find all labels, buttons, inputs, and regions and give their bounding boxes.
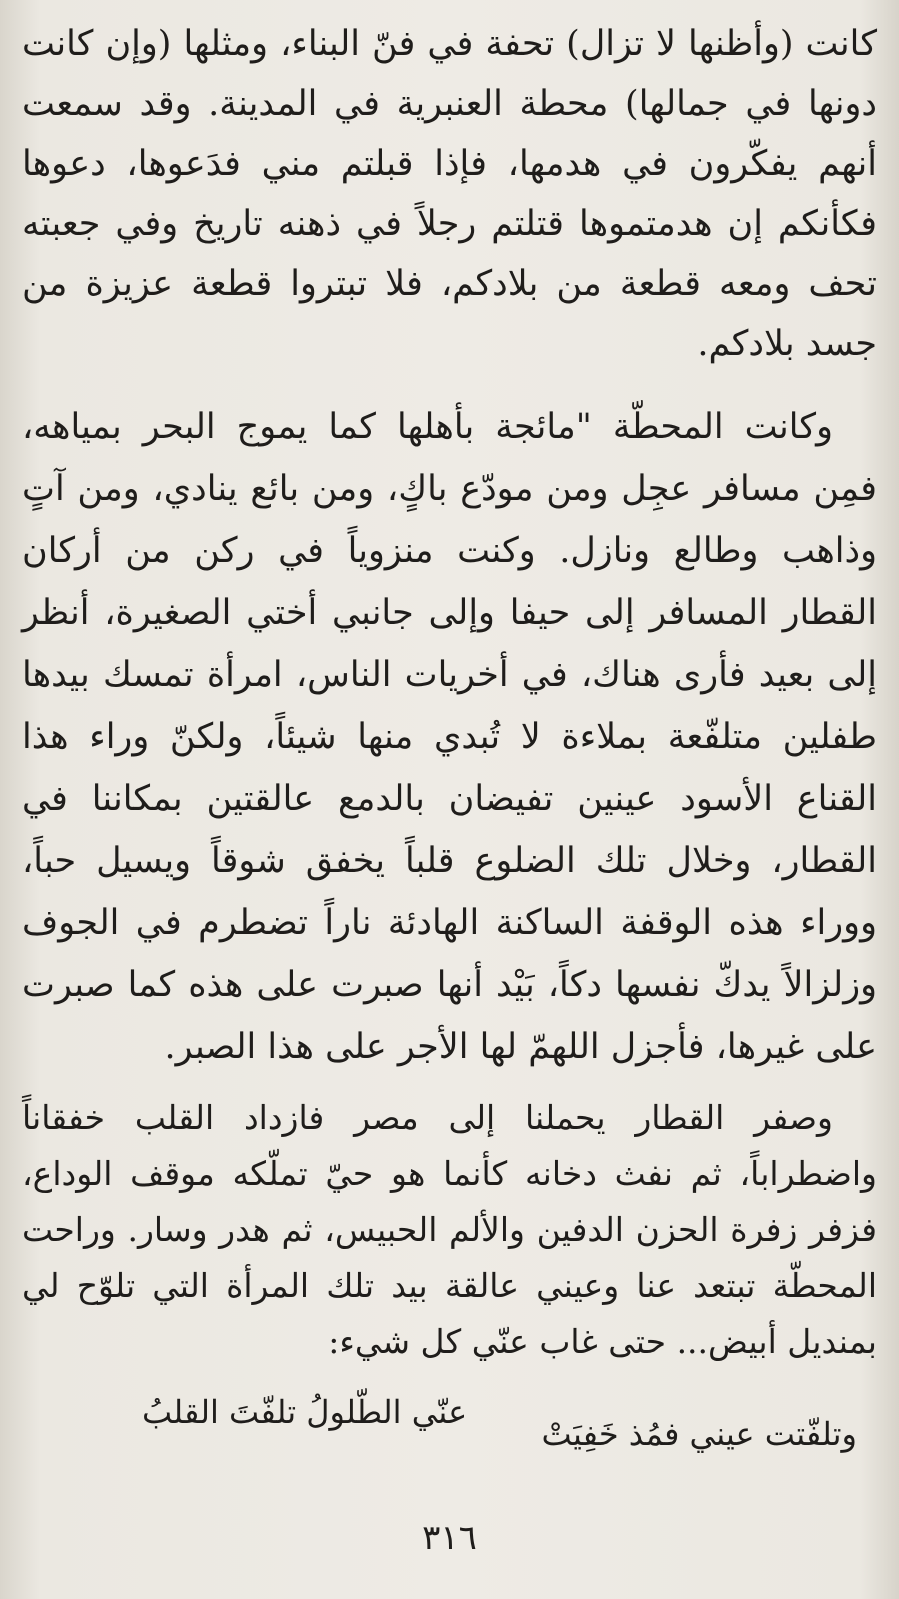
page-number: ٣١٦ xyxy=(422,1518,477,1558)
poetry-verse xyxy=(22,1384,877,1462)
verse-second-hemistich: عنّي الطّلولُ تلفّتَ القلبُ xyxy=(142,1393,468,1431)
verse-first-hemistich: وتلفّتت عيني فمُذ خَفِيَتْ xyxy=(541,1415,857,1453)
paragraph-1: كانت (وأظنها لا تزال) تحفة في فنّ البناء، ومثلها (وإن كانت دونها في جمالها) محطة العنبرية في المدينة. وقد سمعت أنهم يفكّرون في هدمها، فإذا قبلتم مني فدَعوها، دعوها فكأنكم إن هدمتموها قتلتم رجلاً في ذهنه تاريخ وفي جعبته تحف ومعه قطعة من بلادكم، فلا تبتروا قطعة عزيزة من جسد بلادكم. xyxy=(22,24,877,364)
body-text xyxy=(22,14,877,1370)
paragraph-3: وصفر القطار يحملنا إلى مصر فازداد القلب خفقاناً واضطراباً، ثم نفث دخانه كأنما هو حيّ تملّكه موقف الوداع، فزفر زفرة الحزن الدفين والألم الحبيس، ثم هدر وسار. وراحت المحطّة تبتعد عنا وعيني عالقة بيد تلك المرأة التي تلوّح لي بمنديل أبيض... حتى غاب عنّي كل شيء: xyxy=(22,1098,877,1361)
paragraph-2: وكانت المحطّة "مائجة بأهلها كما يموج البحر بمياهه، فمِن مسافر عجِل ومن مودّع باكٍ، ومن بائع ينادي، ومن آتٍ وذاهب وطالع ونازل. وكنت منزوياً في ركن من أركان القطار المسافر إلى حيفا وإلى جانبي أختي الصغيرة، أنظر إلى بعيد فأرى هناك، في أخريات الناس، امرأة تمسك بيدها طفلين متلفّعة بملاءة لا تُبدي منها شيئاً، ولكنّ وراء هذا القناع الأسود عينين تفيضان بالدمع عالقتين بمكاننا في القطار، وخلال تلك الضلوع قلباً يخفق شوقاً ويسيل حباً، ووراء هذه الوقفة الساكنة الهادئة ناراً تضطرم في الجوف وزلزالاً يدكّ نفسها دكاً، بَيْد أنها صبرت على هذه كما صبرت على غيرها، فأجزل اللهمّ لها الأجر على هذا الصبر. xyxy=(22,407,877,1067)
